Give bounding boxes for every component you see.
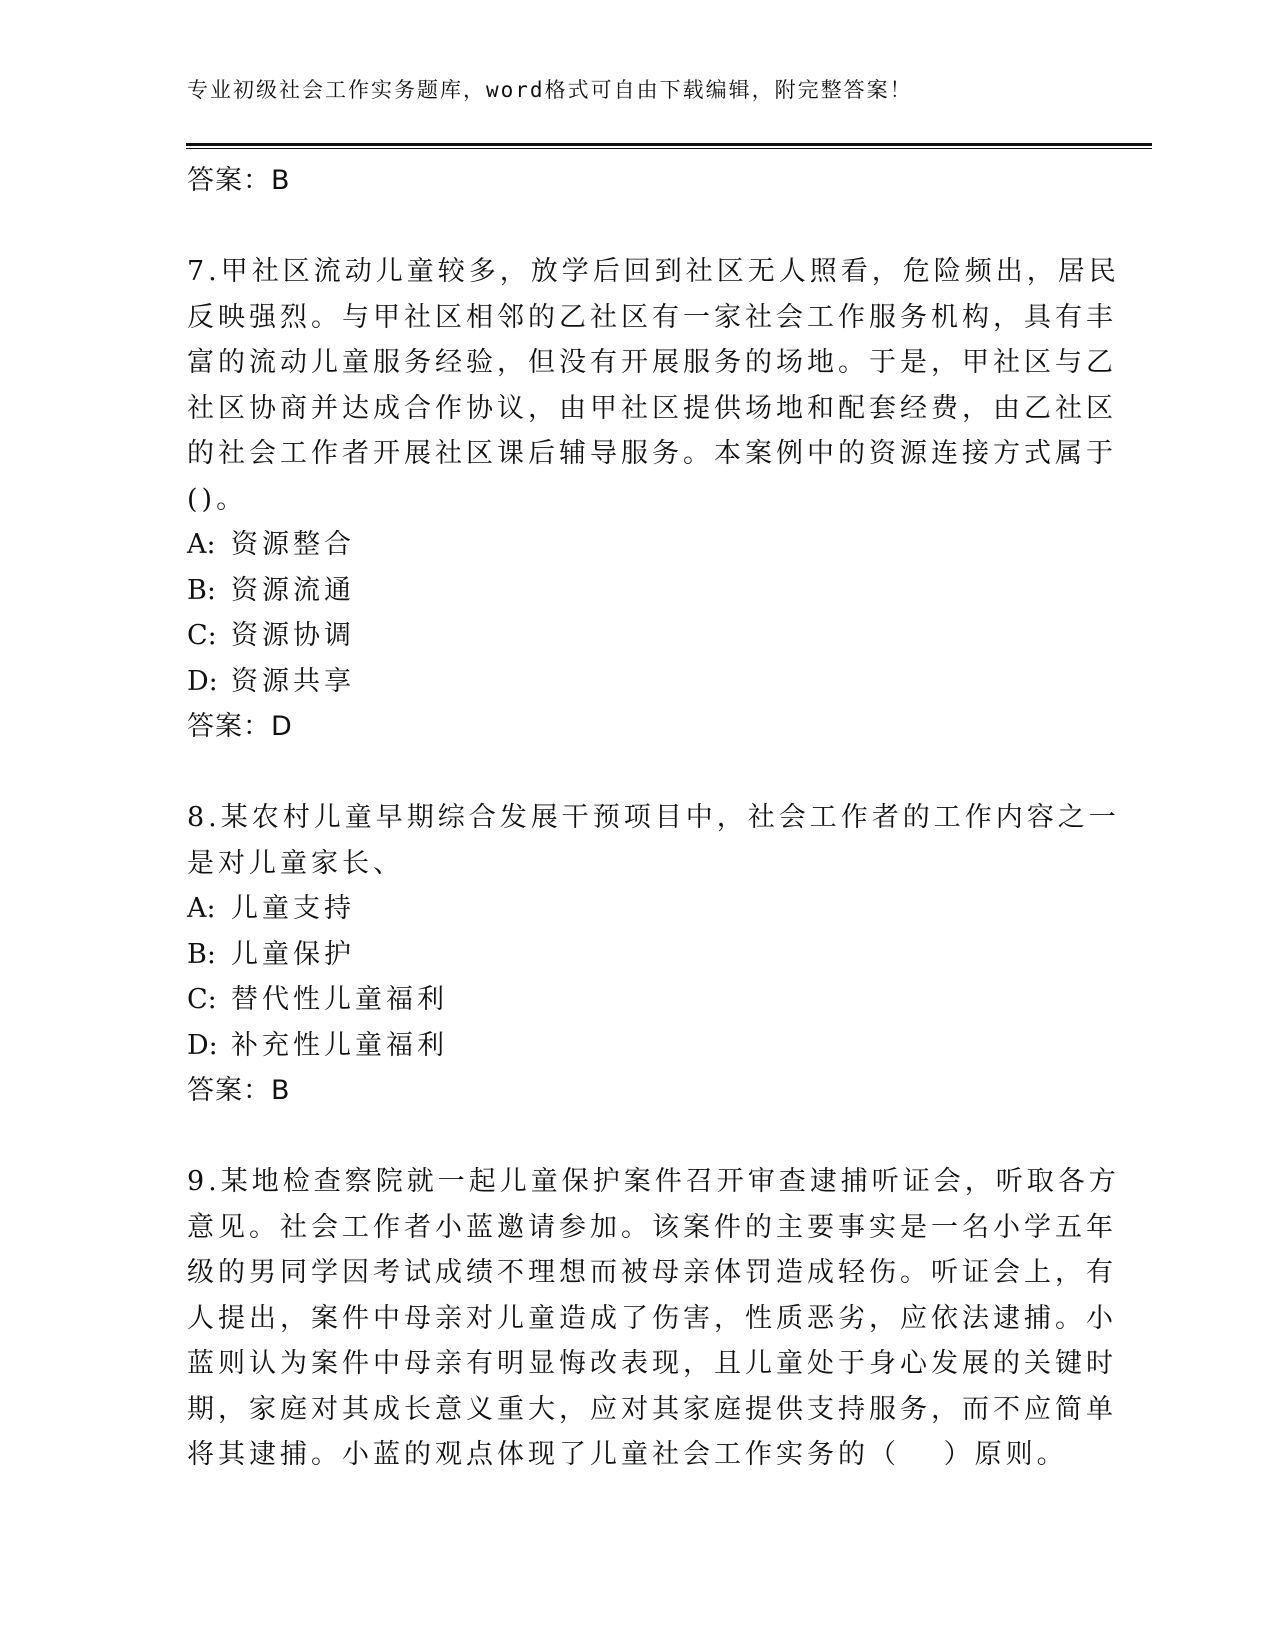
option-text: 资源共享 bbox=[231, 665, 355, 697]
option-text: 儿童支持 bbox=[231, 893, 355, 924]
option-key: A: bbox=[187, 893, 216, 924]
question-7 bbox=[187, 249, 1120, 750]
option-text: 资源整合 bbox=[231, 529, 355, 560]
question-7-line: 的社会工作者开展社区课后辅导服务。本案例中的资源连接方式属于 bbox=[187, 438, 1117, 469]
previous-answer: 答案：B bbox=[187, 165, 291, 196]
question-9 bbox=[187, 1159, 1120, 1478]
question-9-line: 期，家庭对其成长意义重大，应对其家庭提供支持服务，而不应简单 bbox=[187, 1393, 1117, 1425]
option-key: B: bbox=[187, 574, 216, 606]
option-key: B: bbox=[187, 938, 216, 970]
option-c bbox=[187, 977, 1067, 1023]
question-7-line: 7.甲社区流动儿童较多，放学后回到社区无人照看，危险频出，居民 bbox=[187, 256, 1120, 287]
question-8-line: 8.某农村儿童早期综合发展干预项目中，社会工作者的工作内容之一 bbox=[187, 802, 1120, 833]
option-b bbox=[187, 932, 1067, 978]
option-c bbox=[187, 613, 1067, 659]
option-d bbox=[187, 659, 1067, 705]
option-text: 替代性儿童福利 bbox=[231, 984, 448, 1015]
question-9-line: 意见。社会工作者小蓝邀请参加。该案件的主要事实是一名小学五年 bbox=[187, 1211, 1117, 1243]
question-9-line: 人提出，案件中母亲对儿童造成了伤害，性质恶劣，应依法逮捕。小 bbox=[187, 1302, 1117, 1334]
option-key: D: bbox=[187, 1029, 218, 1061]
page-header: 专业初级社会工作实务题库，word格式可自由下载编辑，附完整答案！ bbox=[187, 78, 913, 102]
option-key: C: bbox=[187, 984, 217, 1015]
spacer bbox=[187, 750, 1067, 796]
question-7-line: 反映强烈。与甲社区相邻的乙社区有一家社会工作服务机构，具有丰 bbox=[187, 301, 1117, 333]
option-a bbox=[187, 522, 1067, 568]
question-8-answer: 答案：B bbox=[187, 1075, 291, 1106]
spacer bbox=[187, 204, 1067, 250]
option-a bbox=[187, 886, 1067, 932]
option-b bbox=[187, 568, 1067, 614]
option-text: 儿童保护 bbox=[231, 938, 355, 970]
question-7-line: 富的流动儿童服务经验，但没有开展服务的场地。于是，甲社区与乙 bbox=[187, 347, 1117, 378]
question-9-line: 9.某地检查察院就一起儿童保护案件召开审查逮捕听证会，听取各方 bbox=[187, 1166, 1120, 1197]
header-rule-thin bbox=[186, 148, 1152, 149]
question-8-line: 是对儿童家长、 bbox=[187, 847, 404, 879]
option-d bbox=[187, 1023, 1067, 1069]
spacer bbox=[187, 1114, 1067, 1160]
question-content bbox=[187, 158, 1120, 1478]
question-9-line: 级的男同学因考试成绩不理想而被母亲体罚造成轻伤。听证会上，有 bbox=[187, 1257, 1117, 1288]
question-7-line: 社区协商并达成合作协议，由甲社区提供场地和配套经费，由乙社区 bbox=[187, 392, 1117, 424]
question-7-line: ()。 bbox=[187, 483, 248, 515]
question-8 bbox=[187, 795, 1120, 1114]
question-9-line: 将其逮捕。小蓝的观点体现了儿童社会工作实务的（ ）原则。 bbox=[187, 1439, 1068, 1470]
question-7-answer: 答案：D bbox=[187, 711, 293, 742]
option-key: C: bbox=[187, 620, 217, 651]
question-9-line: 蓝则认为案件中母亲有明显悔改表现，且儿童处于身心发展的关键时 bbox=[187, 1348, 1117, 1379]
header-rule bbox=[186, 143, 1152, 146]
option-text: 资源协调 bbox=[231, 620, 355, 651]
option-text: 资源流通 bbox=[231, 574, 355, 606]
option-text: 补充性儿童福利 bbox=[231, 1029, 448, 1061]
option-key: A: bbox=[187, 529, 216, 560]
option-key: D: bbox=[187, 665, 218, 697]
